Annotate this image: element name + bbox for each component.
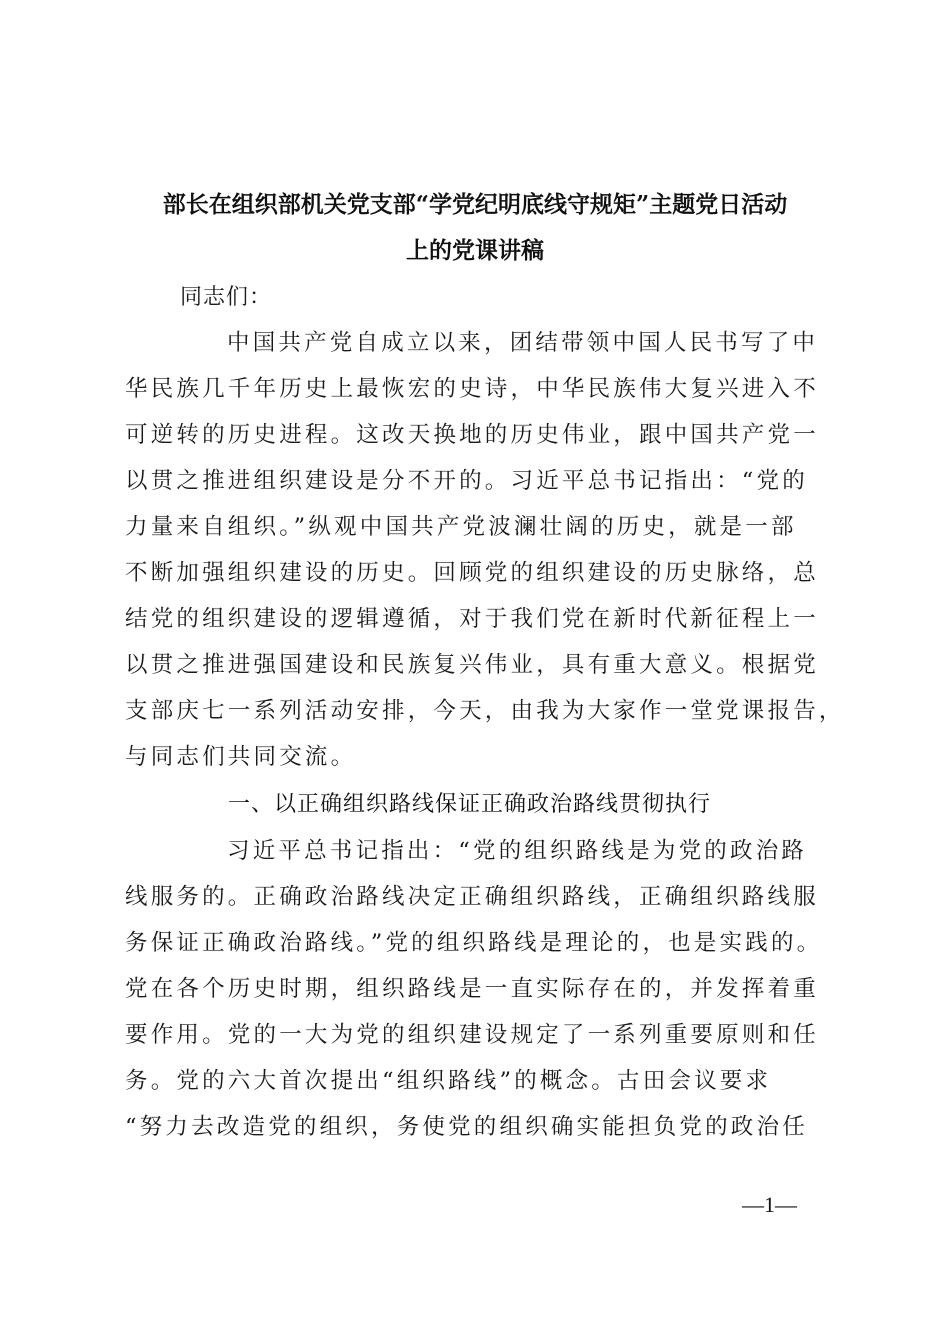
paragraph-line: 中国共产党自成立以来，团结带领中国人民书写了中 — [227, 330, 819, 356]
paragraph-line: 支部庆七一系列活动安排，今天，由我为大家作一堂党课报告， — [125, 698, 845, 724]
paragraph-line: 线服务的。正确政治路线决定正确组织路线，正确组织路线服 — [125, 884, 819, 910]
title-line-2: 上的党课讲稿 — [406, 237, 544, 264]
salutation: 同志们： — [180, 285, 273, 310]
paragraph-2 — [125, 828, 835, 1150]
paragraph-line: “努力去改造党的组织，务使党的组织确实能担负党的政治任 — [125, 1114, 808, 1140]
paragraph-line: 习近平总书记指出：“党的组织路线是为党的政治路 — [227, 838, 808, 864]
paragraph-line: 不断加强组织建设的历史。回顾党的组织建设的历史脉络，总 — [125, 560, 819, 586]
paragraph-line: 可逆转的历史进程。这改天换地的历史伟业，跟中国共产党一 — [125, 422, 819, 448]
paragraph-line: 务。党的六大首次提出“组织路线”的概念。古田会议要求 — [125, 1068, 772, 1094]
paragraph-line: 以贯之推进强国建设和民族复兴伟业，具有重大意义。根据党 — [125, 652, 819, 678]
title-line-1: 部长在组织部机关党支部“学党纪明底线守规矩”主题党日活动 — [162, 191, 788, 218]
paragraph-line: 务保证正确政治路线。”党的组织路线是理论的，也是实践的。 — [125, 930, 823, 956]
paragraph-line: 结党的组织建设的逻辑遵循，对于我们党在新时代新征程上一 — [125, 606, 819, 632]
paragraph-line: 党在各个历史时期，组织路线是一直实际存在的，并发挥着重 — [125, 976, 819, 1002]
paragraph-line: 力量来自组织。”纵观中国共产党波澜壮阔的历史，就是一部 — [125, 514, 797, 540]
section-heading-1: 一、以正确组织路线保证正确政治路线贯彻执行 — [228, 792, 712, 817]
paragraph-line: 以贯之推进组织建设是分不开的。习近平总书记指出：“党的 — [125, 468, 808, 494]
page-number: —1— — [742, 1192, 797, 1217]
paragraph-1 — [125, 320, 845, 780]
paragraph-line: 要作用。党的一大为党的组织建设规定了一系列重要原则和任 — [125, 1022, 819, 1048]
paragraph-line: 与同志们共同交流。 — [125, 744, 357, 770]
document-title — [120, 182, 830, 274]
paragraph-line: 华民族几千年历史上最恢宏的史诗，中华民族伟大复兴进入不 — [125, 376, 819, 402]
